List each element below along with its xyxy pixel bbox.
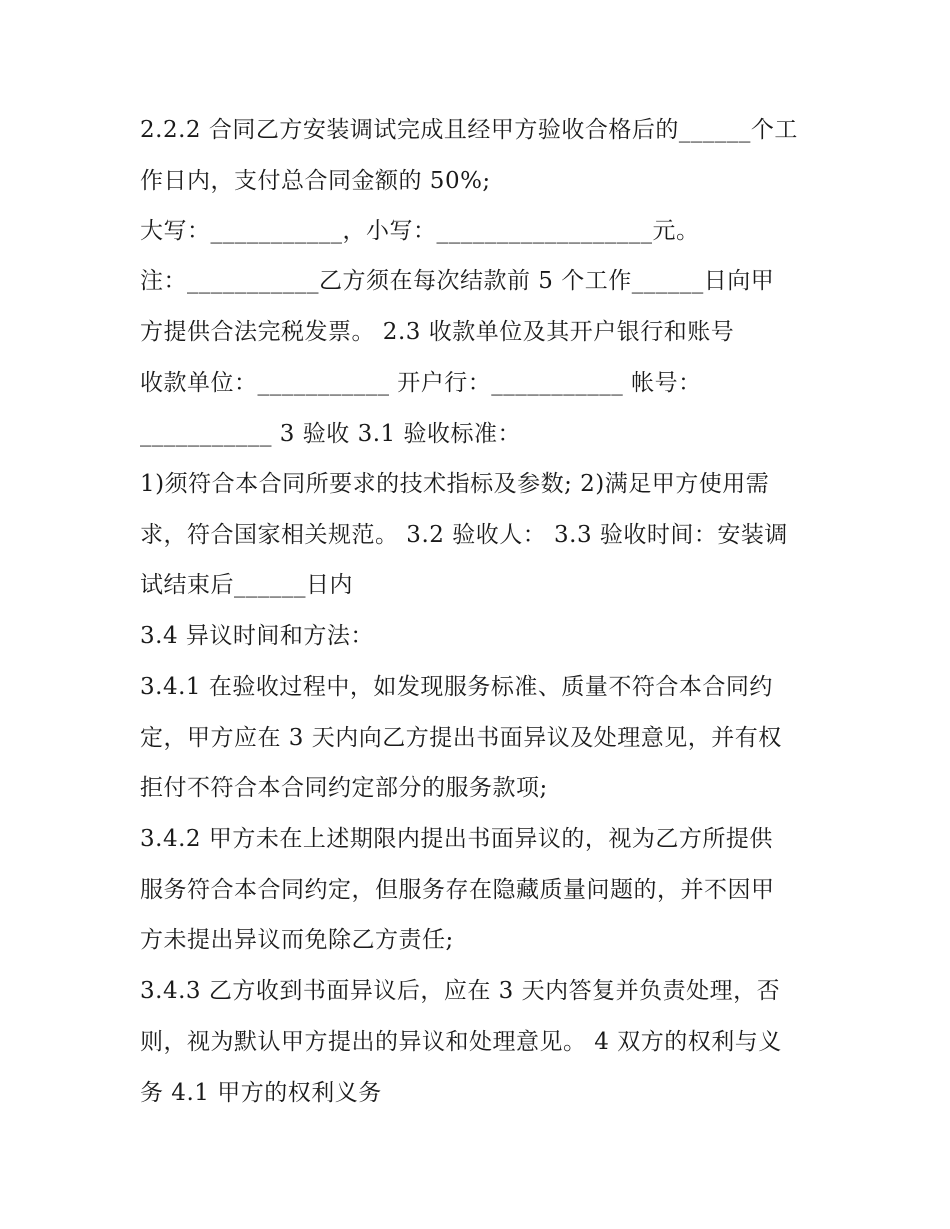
text-line: 3.4.1 在验收过程中，如发现服务标准、质量不符合本合同约	[140, 674, 773, 700]
text-line: 则，视为默认甲方提出的异议和处理意见。 4 双方的权利与义	[140, 1029, 782, 1055]
text-line: 拒付不符合本合同约定部分的服务款项;	[140, 775, 548, 801]
text-line: 求，符合国家相关规范。 3.2 验收人： 3.3 验收时间：安装调	[140, 522, 788, 548]
text-line: 3.4.3 乙方收到书面异议后，应在 3 天内答复并负责处理，否	[140, 978, 781, 1004]
text-line: ___________ 3 验收 3.1 验收标准：	[140, 421, 521, 447]
text-line: 大写：___________，小写：__________________元。	[140, 218, 700, 244]
text-line: 1)须符合本合同所要求的技术指标及参数; 2)满足甲方使用需	[140, 471, 770, 497]
text-line: 务 4.1 甲方的权利义务	[140, 1080, 382, 1106]
text-line: 3.4 异议时间和方法：	[140, 623, 374, 649]
text-line: 3.4.2 甲方未在上述期限内提出书面异议的，视为乙方所提供	[140, 826, 773, 852]
text-line: 作日内，支付总合同金额的 50%;	[140, 168, 491, 194]
text-line: 试结束后______日内	[140, 572, 353, 598]
text-line: 注：___________乙方须在每次结款前 5 个工作______日向甲	[140, 268, 775, 294]
text-line: 收款单位：___________ 开户行：___________ 帐号：	[140, 370, 702, 396]
text-line: 方提供合法完税发票。 2.3 收款单位及其开户银行和账号	[140, 319, 735, 345]
text-line: 方未提出异议而免除乙方责任;	[140, 927, 454, 953]
text-line: 定，甲方应在 3 天内向乙方提出书面异议及处理意见，并有权	[140, 725, 782, 751]
text-line: 服务符合本合同约定，但服务存在隐藏质量问题的，并不因甲	[140, 877, 775, 903]
text-line: 2.2.2 合同乙方安装调试完成且经甲方验收合格后的______个工	[140, 117, 798, 143]
